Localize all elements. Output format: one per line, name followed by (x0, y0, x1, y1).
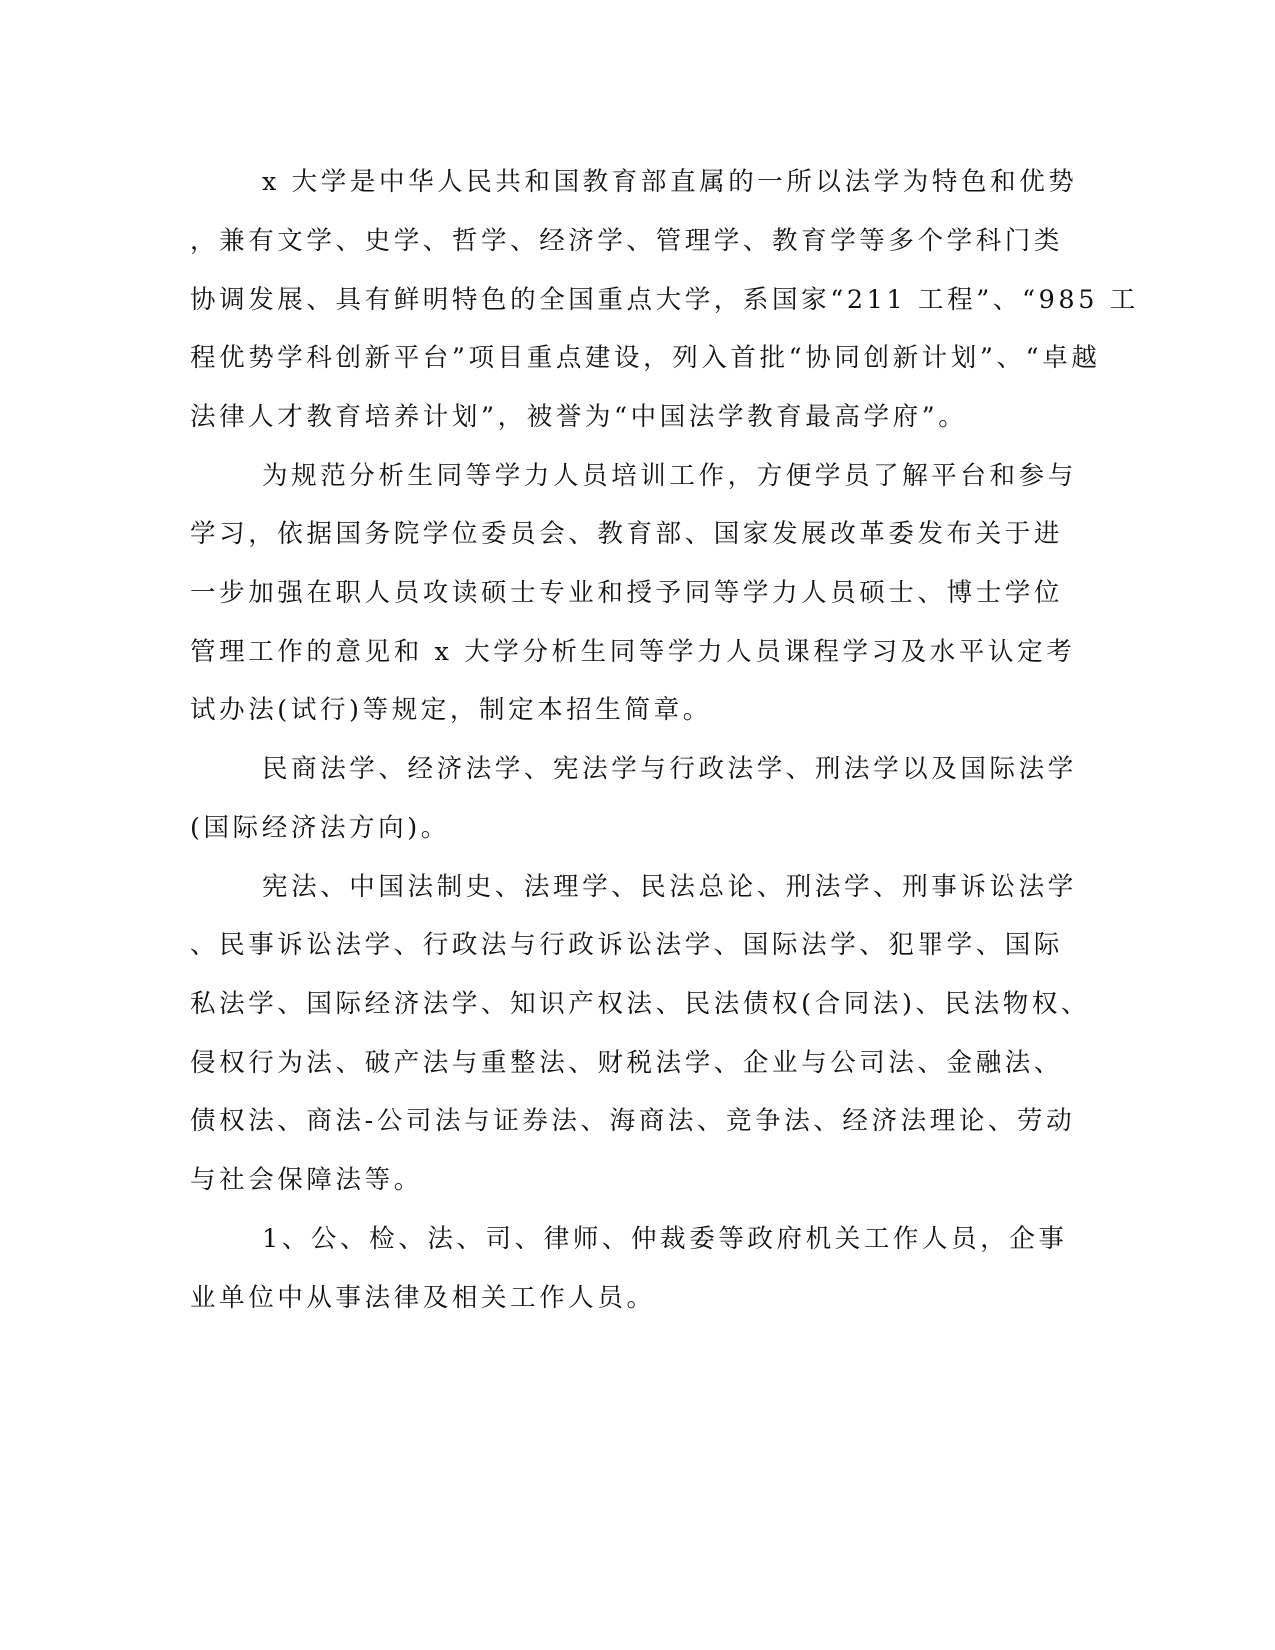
paragraph-1-line-4: 程优势学科创新平台”项目重点建设，列入首批“协同创新计划”、“卓越 (190, 343, 1101, 373)
paragraph-4-line-4: 侵权行为法、破产法与重整法、财税法学、企业与公司法、金融法、 (190, 1048, 1064, 1078)
paragraph-2-line-5: 试办法(试行)等规定，制定本招生简章。 (190, 695, 712, 725)
paragraph-1-line-3: 协调发展、具有鲜明特色的全国重点大学，系国家“211 工程”、“985 工 (190, 285, 1139, 315)
paragraph-3-line-2: (国际经济法方向)。 (190, 813, 450, 843)
paragraph-5-line-2: 业单位中从事法律及相关工作人员。 (190, 1283, 656, 1313)
paragraph-2-line-1: 为规范分析生同等学力人员培训工作，方便学员了解平台和参与 (262, 461, 1077, 491)
paragraph-1-line-2: ，兼有文学、史学、哲学、经济学、管理学、教育学等多个学科门类 (190, 226, 1064, 256)
paragraph-4-line-5: 债权法、商法-公司法与证券法、海商法、竞争法、经济法理论、劳动 (190, 1106, 1076, 1136)
paragraph-4-line-1: 宪法、中国法制史、法理学、民法总论、刑法学、刑事诉讼法学 (262, 872, 1077, 902)
paragraph-1-line-1: x 大学是中华人民共和国教育部直属的一所以法学为特色和优势 (262, 167, 1078, 197)
paragraph-4-line-3: 私法学、国际经济法学、知识产权法、民法债权(合同法)、民法物权、 (190, 989, 1091, 1019)
paragraph-4-line-2: 、民事诉讼法学、行政法与行政诉讼法学、国际法学、犯罪学、国际 (190, 930, 1064, 960)
paragraph-2-line-4: 管理工作的意见和 x 大学分析生同等学力人员课程学习及水平认定考 (190, 637, 1076, 667)
paragraph-3-line-1: 民商法学、经济法学、宪法学与行政法学、刑法学以及国际法学 (262, 754, 1077, 784)
paragraph-5-line-1: 1、公、检、法、司、律师、仲裁委等政府机关工作人员，企事 (262, 1224, 1068, 1254)
paragraph-1-line-5: 法律人才教育培养计划”，被誉为“中国法学教育最高学府”。 (190, 402, 968, 432)
paragraph-2-line-2: 学习，依据国务院学位委员会、教育部、国家发展改革委发布关于进 (190, 519, 1064, 549)
paragraph-2-line-3: 一步加强在职人员攻读硕士专业和授予同等学力人员硕士、博士学位 (190, 578, 1064, 608)
paragraph-4-line-6: 与社会保障法等。 (190, 1165, 423, 1195)
